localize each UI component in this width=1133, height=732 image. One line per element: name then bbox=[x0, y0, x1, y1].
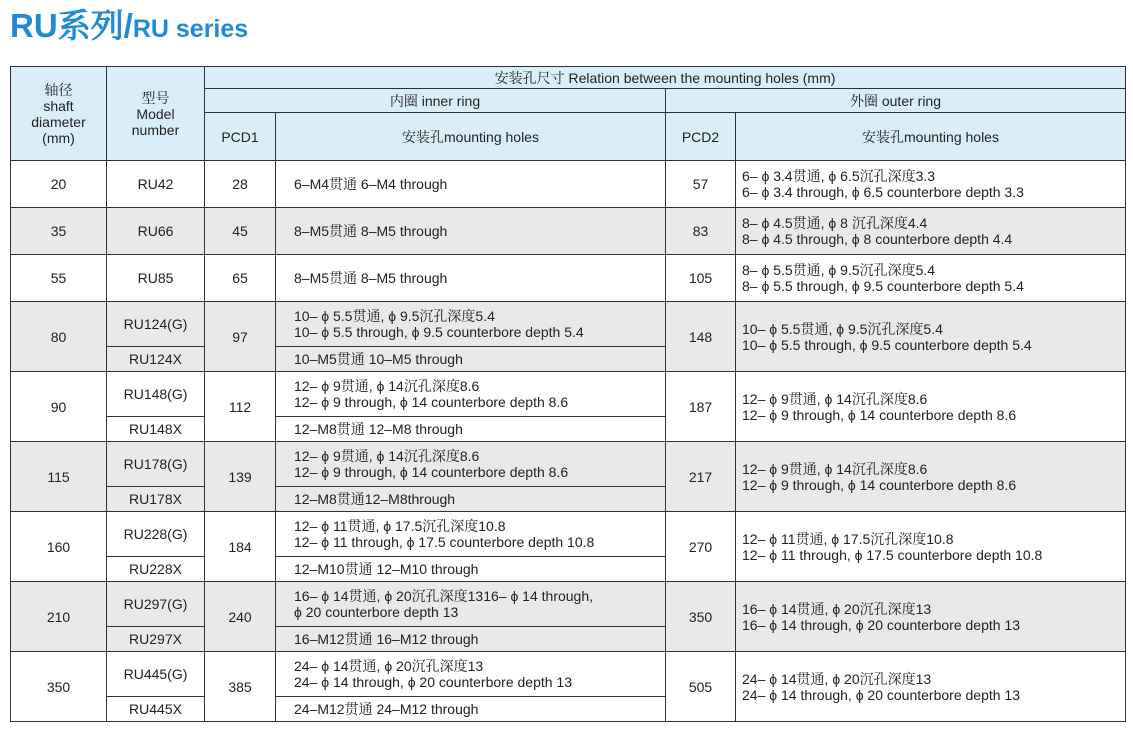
header-outer-holes: 安装孔mounting holes bbox=[736, 113, 1126, 161]
pcd2-cell: 217 bbox=[666, 442, 736, 512]
pcd1-cell: 385 bbox=[205, 652, 276, 722]
header-inner-holes: 安装孔mounting holes bbox=[276, 113, 666, 161]
model-cell: RU148(G) bbox=[107, 372, 205, 417]
pcd1-cell: 112 bbox=[205, 372, 276, 442]
inner-holes-cell: 16–M12贯通 16–M12 through bbox=[276, 627, 666, 652]
inner-holes-cell: 12– ϕ 9贯通, ϕ 14沉孔深度8.6 12– ϕ 9 through, ϕ 14 counterbore depth 8.6 bbox=[276, 442, 666, 487]
model-cell: RU445(G) bbox=[107, 652, 205, 697]
shaft-cell: 210 bbox=[11, 582, 107, 652]
outer-holes-cell: 8– ϕ 4.5贯通, ϕ 8 沉孔深度4.4 8– ϕ 4.5 through, ϕ 8 counterbore depth 4.4 bbox=[736, 208, 1126, 255]
inner-holes-cell: 8–M5贯通 8–M5 through bbox=[276, 208, 666, 255]
inner-holes-cell: 12–M8贯通12–M8through bbox=[276, 487, 666, 512]
outer-holes-cell: 10– ϕ 5.5贯通, ϕ 9.5沉孔深度5.4 10– ϕ 5.5 through, ϕ 9.5 counterbore depth 5.4 bbox=[736, 302, 1126, 372]
shaft-cell: 350 bbox=[11, 652, 107, 722]
inner-holes-cell: 12– ϕ 9贯通, ϕ 14沉孔深度8.6 12– ϕ 9 through, ϕ 14 counterbore depth 8.6 bbox=[276, 372, 666, 417]
model-cell: RU297X bbox=[107, 627, 205, 652]
model-cell: RU178X bbox=[107, 487, 205, 512]
shaft-cell: 55 bbox=[11, 255, 107, 302]
inner-holes-cell: 24– ϕ 14贯通, ϕ 20沉孔深度13 24– ϕ 14 through, ϕ 20 counterbore depth 13 bbox=[276, 652, 666, 697]
table-row bbox=[11, 255, 1126, 302]
inner-holes-cell: 10–M5贯通 10–M5 through bbox=[276, 347, 666, 372]
shaft-cell: 80 bbox=[11, 302, 107, 372]
model-cell: RU228X bbox=[107, 557, 205, 582]
header-inner-ring: 内圈 inner ring bbox=[205, 89, 666, 113]
table-row bbox=[11, 208, 1126, 255]
spec-table bbox=[10, 66, 1126, 722]
pcd1-cell: 240 bbox=[205, 582, 276, 652]
pcd1-cell: 139 bbox=[205, 442, 276, 512]
outer-holes-cell: 12– ϕ 11贯通, ϕ 17.5沉孔深度10.8 12– ϕ 11 through, ϕ 17.5 counterbore depth 10.8 bbox=[736, 512, 1126, 582]
table-row bbox=[11, 652, 1126, 697]
title-main: RU系列/ bbox=[10, 7, 133, 44]
model-cell: RU66 bbox=[107, 208, 205, 255]
inner-holes-cell: 16– ϕ 14贯通, ϕ 20沉孔深度1316– ϕ 14 through, ϕ 20 counterbore depth 13 bbox=[276, 582, 666, 627]
pcd2-cell: 270 bbox=[666, 512, 736, 582]
shaft-cell: 20 bbox=[11, 161, 107, 208]
header-outer-ring: 外圈 outer ring bbox=[666, 89, 1126, 113]
pcd2-cell: 505 bbox=[666, 652, 736, 722]
model-cell: RU297(G) bbox=[107, 582, 205, 627]
shaft-cell: 35 bbox=[11, 208, 107, 255]
model-cell: RU42 bbox=[107, 161, 205, 208]
header-model: 型号 Model number bbox=[107, 67, 205, 161]
table-header bbox=[11, 67, 1126, 161]
outer-holes-cell: 24– ϕ 14贯通, ϕ 20沉孔深度13 24– ϕ 14 through, ϕ 20 counterbore depth 13 bbox=[736, 652, 1126, 722]
outer-holes-cell: 6– ϕ 3.4贯通, ϕ 6.5沉孔深度3.3 6– ϕ 3.4 through, ϕ 6.5 counterbore depth 3.3 bbox=[736, 161, 1126, 208]
pcd2-cell: 105 bbox=[666, 255, 736, 302]
pcd1-cell: 97 bbox=[205, 302, 276, 372]
table-row bbox=[11, 512, 1126, 557]
pcd1-cell: 184 bbox=[205, 512, 276, 582]
table-row bbox=[11, 372, 1126, 417]
inner-holes-cell: 6–M4贯通 6–M4 through bbox=[276, 161, 666, 208]
outer-holes-cell: 12– ϕ 9贯通, ϕ 14沉孔深度8.6 12– ϕ 9 through, ϕ 14 counterbore depth 8.6 bbox=[736, 442, 1126, 512]
outer-holes-cell: 8– ϕ 5.5贯通, ϕ 9.5沉孔深度5.4 8– ϕ 5.5 through, ϕ 9.5 counterbore depth 5.4 bbox=[736, 255, 1126, 302]
outer-holes-cell: 12– ϕ 9贯通, ϕ 14沉孔深度8.6 12– ϕ 9 through, ϕ 14 counterbore depth 8.6 bbox=[736, 372, 1126, 442]
shaft-cell: 90 bbox=[11, 372, 107, 442]
model-cell: RU124X bbox=[107, 347, 205, 372]
table-row bbox=[11, 442, 1126, 487]
model-cell: RU445X bbox=[107, 697, 205, 722]
model-cell: RU124(G) bbox=[107, 302, 205, 347]
shaft-cell: 115 bbox=[11, 442, 107, 512]
pcd1-cell: 65 bbox=[205, 255, 276, 302]
inner-holes-cell: 10– ϕ 5.5贯通, ϕ 9.5沉孔深度5.4 10– ϕ 5.5 through, ϕ 9.5 counterbore depth 5.4 bbox=[276, 302, 666, 347]
pcd2-cell: 57 bbox=[666, 161, 736, 208]
pcd2-cell: 187 bbox=[666, 372, 736, 442]
table-row bbox=[11, 161, 1126, 208]
inner-holes-cell: 24–M12贯通 24–M12 through bbox=[276, 697, 666, 722]
inner-holes-cell: 12–M8贯通 12–M8 through bbox=[276, 417, 666, 442]
header-shaft: 轴径 shaft diameter (mm) bbox=[11, 67, 107, 161]
header-pcd1: PCD1 bbox=[205, 113, 276, 161]
pcd2-cell: 148 bbox=[666, 302, 736, 372]
inner-holes-cell: 12–M10贯通 12–M10 through bbox=[276, 557, 666, 582]
pcd2-cell: 350 bbox=[666, 582, 736, 652]
table-row bbox=[11, 582, 1126, 627]
header-relation: 安装孔尺寸 Relation between the mounting holes (mm) bbox=[205, 67, 1126, 89]
model-cell: RU228(G) bbox=[107, 512, 205, 557]
header-pcd2: PCD2 bbox=[666, 113, 736, 161]
title-sub: RU series bbox=[132, 15, 249, 43]
pcd1-cell: 28 bbox=[205, 161, 276, 208]
inner-holes-cell: 8–M5贯通 8–M5 through bbox=[276, 255, 666, 302]
pcd2-cell: 83 bbox=[666, 208, 736, 255]
model-cell: RU148X bbox=[107, 417, 205, 442]
shaft-cell: 160 bbox=[11, 512, 107, 582]
model-cell: RU85 bbox=[107, 255, 205, 302]
table-body bbox=[11, 161, 1126, 722]
model-cell: RU178(G) bbox=[107, 442, 205, 487]
inner-holes-cell: 12– ϕ 11贯通, ϕ 17.5沉孔深度10.8 12– ϕ 11 through, ϕ 17.5 counterbore depth 10.8 bbox=[276, 512, 666, 557]
outer-holes-cell: 16– ϕ 14贯通, ϕ 20沉孔深度13 16– ϕ 14 through, ϕ 20 counterbore depth 13 bbox=[736, 582, 1126, 652]
table-row bbox=[11, 302, 1126, 347]
page-title bbox=[10, 6, 248, 46]
pcd1-cell: 45 bbox=[205, 208, 276, 255]
